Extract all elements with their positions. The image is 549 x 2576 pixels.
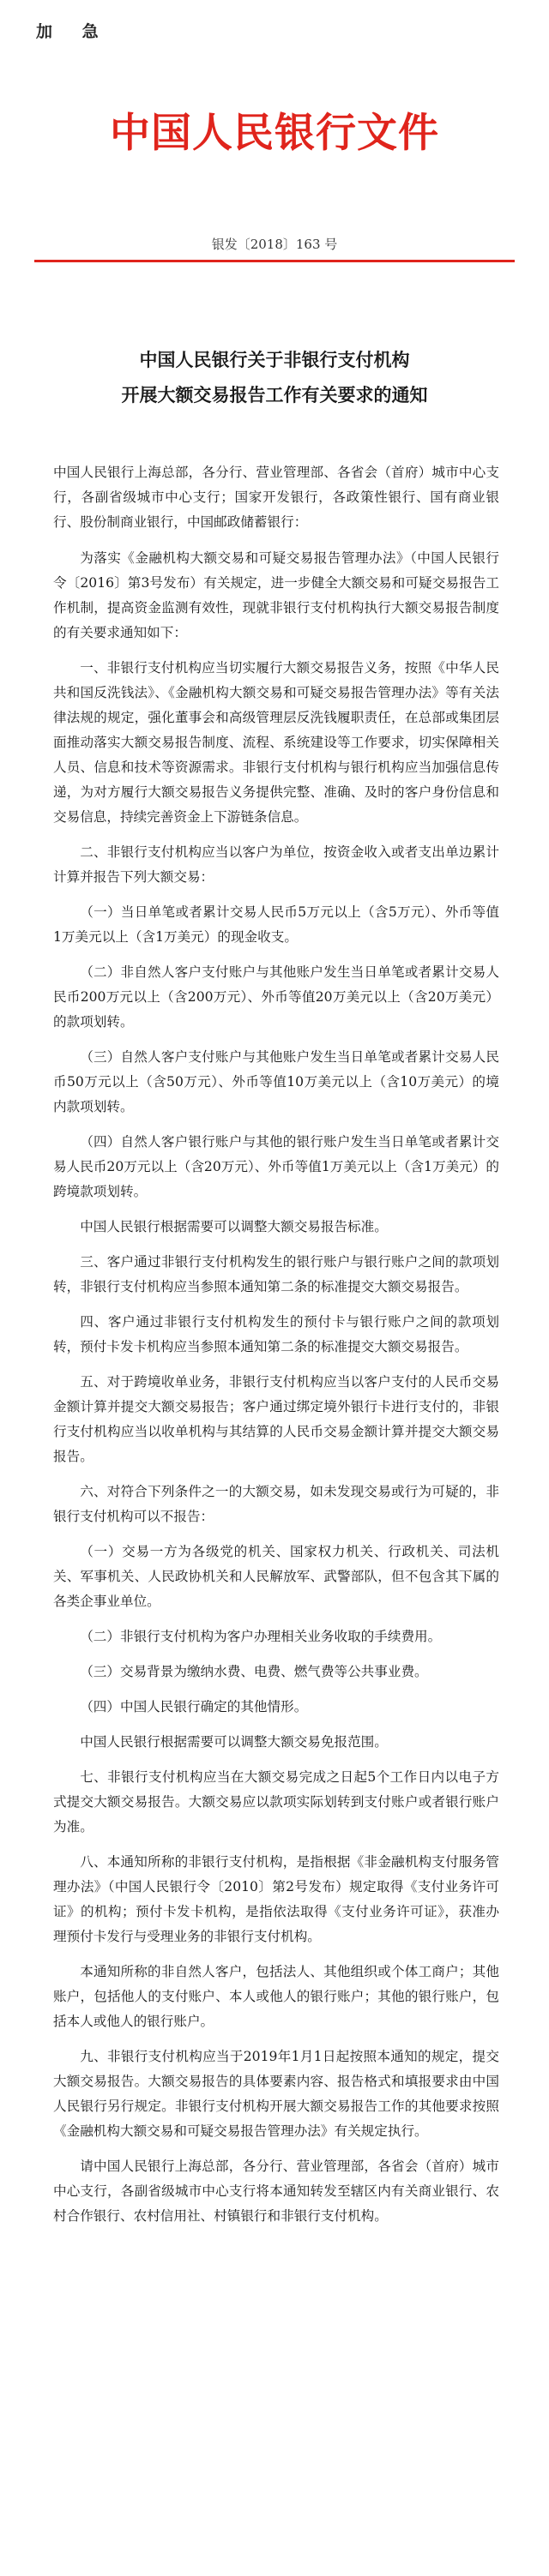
body-paragraph: （三）自然人客户支付账户与其他账户发生当日单笔或者累计交易人民币50万元以上（含50万元）、外币等值10万美元以上（含10万美元）的境内款项划转。 (53, 1049, 499, 1114)
body-paragraph: 二、非银行支付机构应当以客户为单位，按资金收入或者支出单边累计计算并报告下列大额交易： (53, 844, 499, 885)
body-paragraph: 八、本通知所称的非银行支付机构，是指根据《非金融机构支付服务管理办法》（中国人民银行令〔2010〕第2号发布）规定取得《支付业务许可证》的机构；预付卡发卡机构，是指依法取得《支付业务许可证》，获准办理预付卡发行与受理业务的非银行支付机构。 (53, 1854, 499, 1944)
body-paragraph: 三、客户通过非银行支付机构发生的银行账户与银行账户之间的款项划转，非银行支付机构应当参照本通知第二条的标准提交大额交易报告。 (53, 1254, 499, 1294)
body-paragraph: 本通知所称的非自然人客户，包括法人、其他组织或个体工商户；其他账户，包括他人的支付账户、本人或他人的银行账户；其他的银行账户，包括本人或他人的银行账户。 (53, 1964, 499, 2029)
body-paragraph: （二）非银行支付机构为客户办理相关业务收取的手续费用。 (80, 1629, 442, 1644)
document-number: 银发〔2018〕163 号 (211, 237, 338, 252)
body-paragraph: 为落实《金融机构大额交易和可疑交易报告管理办法》（中国人民银行令〔2016〕第3号发布）有关规定，进一步健全大额交易和可疑交易报告工作机制，提高资金监测有效性，现就非银行支付机构执行大额交易报告制度的有关要求通知如下： (53, 550, 499, 640)
body-paragraph: 五、对于跨境收单业务，非银行支付机构应当以客户支付的人民币交易金额计算并提交大额交易报告；客户通过绑定境外银行卡进行支付的，非银行支付机构应当以收单机构与其结算的人民币交易金额计算并提交大额交易报告。 (53, 1374, 499, 1464)
body-paragraph: 七、非银行支付机构应当在大额交易完成之日起5个工作日内以电子方式提交大额交易报告。大额交易应以款项实际划转到支付账户或者银行账户为准。 (53, 1769, 499, 1834)
body-paragraph: （四）中国人民银行确定的其他情形。 (80, 1699, 308, 1714)
red-divider-line (34, 260, 515, 262)
body-paragraph: 六、对符合下列条件之一的大额交易，如未发现交易或行为可疑的，非银行支付机构可以不报告： (53, 1484, 499, 1524)
body-paragraph: （一）当日单笔或者累计交易人民币5万元以上（含5万元）、外币等值1万美元以上（含1万美元）的现金收支。 (53, 904, 499, 945)
subject-line-1: 中国人民银行关于非银行支付机构 (139, 350, 410, 370)
body-paragraph: 四、客户通过非银行支付机构发生的预付卡与银行账户之间的款项划转，预付卡发卡机构应当参照本通知第二条的标准提交大额交易报告。 (53, 1314, 499, 1354)
body-paragraph: 一、非银行支付机构应当切实履行大额交易报告义务，按照《中华人民共和国反洗钱法》、《金融机构大额交易和可疑交易报告管理办法》等有关法律法规的规定，强化董事会和高级管理层反洗钱履职责任，在总部或集团层面推动落实大额交易报告制度、流程、系统建设等工作要求，切实保障相关人员、信息和技术等资源需求。非银行支付机构与银行机构应当加强信息传递，为对方履行大额交易报告义务提供完整、准确、及时的客户身份信息和交易信息，持续完善资金上下游链条信息。 (53, 660, 499, 825)
urgency-label: 加 急 (36, 22, 111, 41)
body-paragraph: 九、非银行支付机构应当于2019年1月1日起按照本通知的规定，提交大额交易报告。大额交易报告的具体要素内容、报告格式和填报要求由中国人民银行另行规定。非银行支付机构开展大额交易报告工作的其他要求按照《金融机构大额交易和可疑交易报告管理办法》有关规定执行。 (53, 2049, 499, 2139)
body-paragraph: 中国人民银行根据需要可以调整大额交易报告标准。 (80, 1219, 388, 1234)
subject-line-2: 开展大额交易报告工作有关要求的通知 (121, 385, 428, 405)
body-paragraph: （四）自然人客户银行账户与其他的银行账户发生当日单笔或者累计交易人民币20万元以上（含20万元）、外币等值1万美元以上（含1万美元）的跨境款项划转。 (53, 1134, 499, 1199)
addressees: 中国人民银行上海总部，各分行、营业管理部、各省会（首府）城市中心支行，各副省级城市中心支行；国家开发银行，各政策性银行、国有商业银行、股份制商业银行，中国邮政储蓄银行： (53, 465, 499, 530)
body-paragraph: 中国人民银行根据需要可以调整大额交易免报范围。 (80, 1734, 388, 1750)
notice-body (53, 460, 499, 2239)
document-header-title: 中国人民银行文件 (110, 110, 439, 157)
body-paragraph: 请中国人民银行上海总部，各分行、营业管理部，各省会（首府）城市中心支行，各副省级城市中心支行将本通知转发至辖区内有关商业银行、农村合作银行、农村信用社、村镇银行和非银行支付机构。 (53, 2159, 499, 2224)
body-paragraph: （二）非自然人客户支付账户与其他账户发生当日单笔或者累计交易人民币200万元以上（含200万元）、外币等值20万美元以上（含20万美元）的款项划转。 (53, 964, 499, 1030)
notice-subject (0, 343, 549, 413)
body-paragraph: （一）交易一方为各级党的机关、国家权力机关、行政机关、司法机关、军事机关、人民政协机关和人民解放军、武警部队，但不包含其下属的各类企事业单位。 (53, 1544, 499, 1609)
body-paragraph: （三）交易背景为缴纳水费、电费、燃气费等公共事业费。 (80, 1664, 428, 1679)
